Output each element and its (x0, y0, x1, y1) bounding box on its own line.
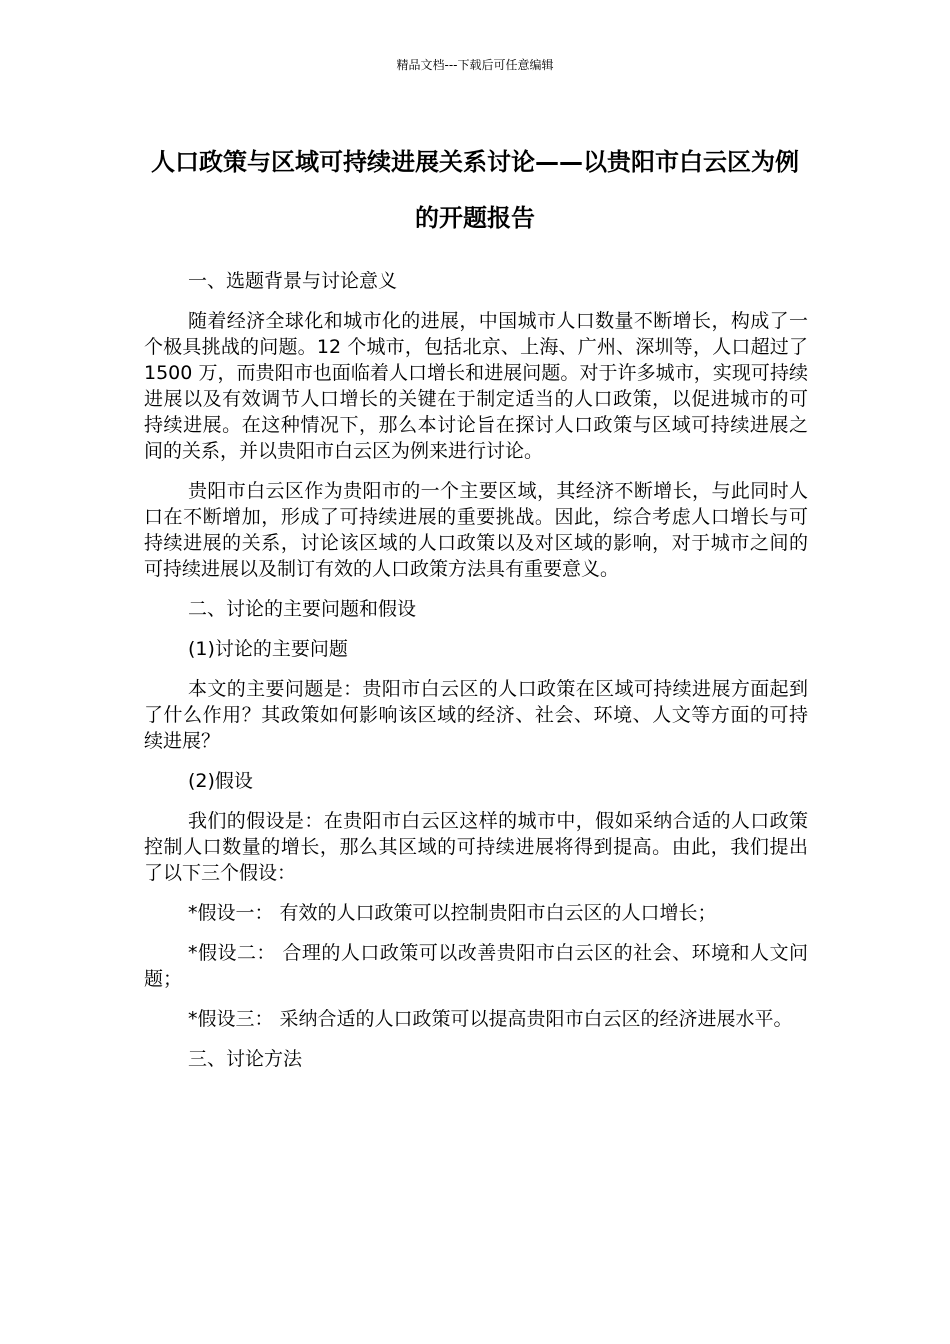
document-title: 人口政策与区域可持续进展关系讨论——以贵阳市白云区为例的开题报告 (151, 148, 799, 232)
subsection-heading-main-question: (1)讨论的主要问题 (188, 638, 348, 660)
body-paragraph: 贵阳市白云区作为贵阳市的一个主要区域，其经济不断增长，与此同时人口在不断增加，形成了可持续进展的重要挑战。因此，综合考虑人口增长与可持续进展的关系，讨论该区域的人口政策以及对区域的影响，对于城市之间的可持续进展以及制订有效的人口政策方法具有重要意义。 (144, 480, 808, 580)
hypothesis-item: *假设二： 合理的人口政策可以改善贵阳市白云区的社会、环境和人文问题； (144, 942, 808, 990)
document-body (144, 268, 808, 1086)
body-paragraph: 随着经济全球化和城市化的进展，中国城市人口数量不断增长，构成了一个极具挑战的问题。12 个城市，包括北京、上海、广州、深圳等，人口超过了 1500 万，而贵阳市也面临着人口增长和进展问题。对于许多城市，实现可持续进展以及有效调节人口增长的关键在于制定适当的人口政策，以促进城市的可持续进展。在这种情况下，那么本讨论旨在探讨人口政策与区域可持续进展之间的关系，并以贵阳市白云区为例来进行讨论。 (144, 310, 808, 462)
hypothesis-item: *假设三： 采纳合适的人口政策可以提高贵阳市白云区的经济进展水平。 (188, 1008, 793, 1030)
section-heading-background: 一、选题背景与讨论意义 (188, 270, 398, 292)
subsection-heading-hypothesis: (2)假设 (188, 770, 253, 792)
section-heading-questions: 二、讨论的主要问题和假设 (188, 598, 417, 620)
page-header: 精品文档---下载后可任意编辑 (396, 58, 554, 72)
hypothesis-item: *假设一： 有效的人口政策可以控制贵阳市白云区的人口增长； (188, 902, 717, 924)
body-paragraph: 我们的假设是：在贵阳市白云区这样的城市中，假如采纳合适的人口政策控制人口数量的增长，那么其区域的可持续进展将得到提高。由此，我们提出了以下三个假设： (144, 810, 808, 884)
body-paragraph: 本文的主要问题是：贵阳市白云区的人口政策在区域可持续进展方面起到了什么作用？其政策如何影响该区域的经济、社会、环境、人文等方面的可持续进展？ (144, 678, 808, 752)
section-heading-methods: 三、讨论方法 (188, 1048, 303, 1070)
